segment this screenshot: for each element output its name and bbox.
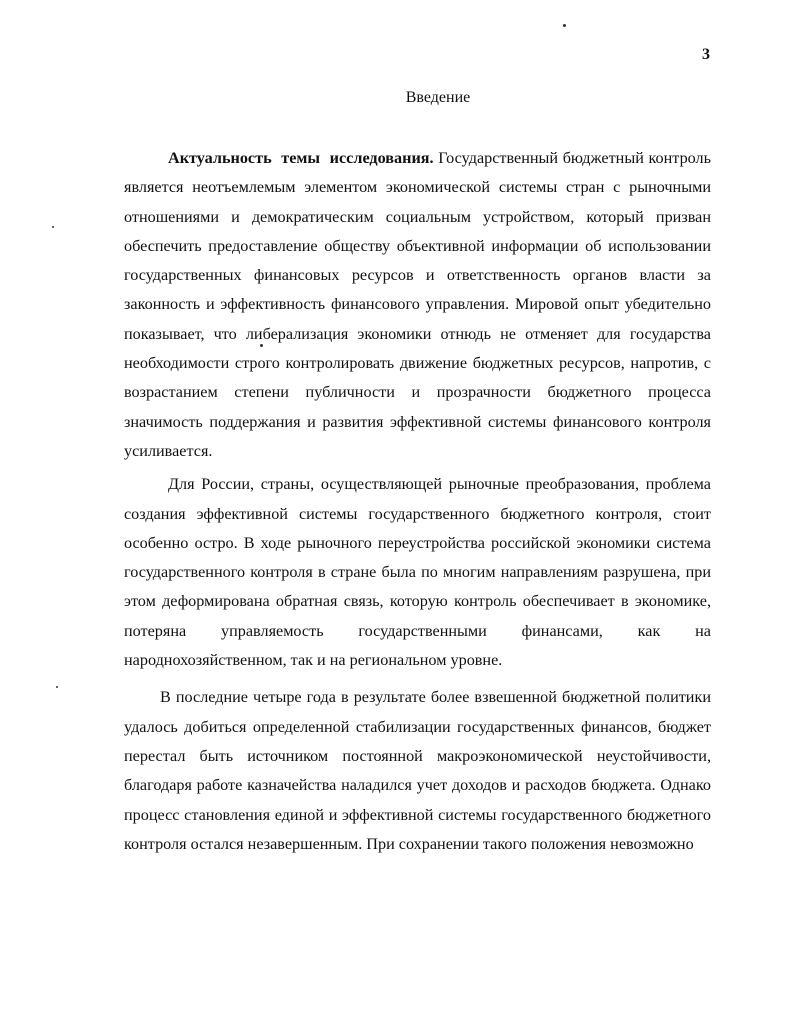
scan-speck (260, 344, 263, 347)
page-number: 3 (702, 46, 710, 63)
paragraph-recent-years (124, 683, 711, 859)
scan-speck (52, 226, 54, 228)
paragraph-text: В последние четыре года в результате более взвешенной бюджетной политики удалось добиться определенной стабилизации государственных финансов, бюджет перестал быть источником постоянной макроэкономической неустойчивости, благодаря работе казначейства наладился учет доходов и расходов бюджета. Однако процесс становления единой и эффективной системы государственного бюджетного контроля остался незавершенным. При сохранении такого положения невозможно (124, 688, 711, 853)
paragraph-text: Для России, страны, осуществляющей рыночные преобразования, проблема создания эффективной системы государственного бюджетного контроля, стоит особенно остро. В ходе рыночного переустройства российской экономики система государственного контроля в стране была по многим направлениям разрушена, при этом деформирована обратная связь, которую контроль обеспечивает в экономике, потеряна управляемость государственными финансами, как на народнохозяйственном, так и на региональном уровне. (124, 475, 711, 670)
scan-speck (56, 686, 58, 688)
paragraph-relevance (124, 144, 711, 466)
scan-speck (563, 24, 566, 27)
paragraph-lead: Актуальность темы исследования. (168, 149, 434, 167)
paragraph-text: Государственный бюджетный контроль является неотъемлемым элементом экономической системы стран с рыночными отношениями и демократическим социальным устройством, который призван обеспечить предоставление обществу объективной информации об использовании государственных финансовых ресурсов и ответственность органов власти за законность и эффективность финансового управления. Мировой опыт убедительно показывает, что либерализация экономики отнюдь не отменяет для государства необходимости строго контролировать движение бюджетных ресурсов, напротив, с возрастанием степени публичности и прозрачности бюджетного процесса значимость поддержания и развития эффективной системы финансового контроля усиливается. (124, 149, 712, 460)
document-body (124, 144, 711, 859)
page-title: Введение (405, 89, 471, 106)
paragraph-russia (124, 470, 711, 675)
